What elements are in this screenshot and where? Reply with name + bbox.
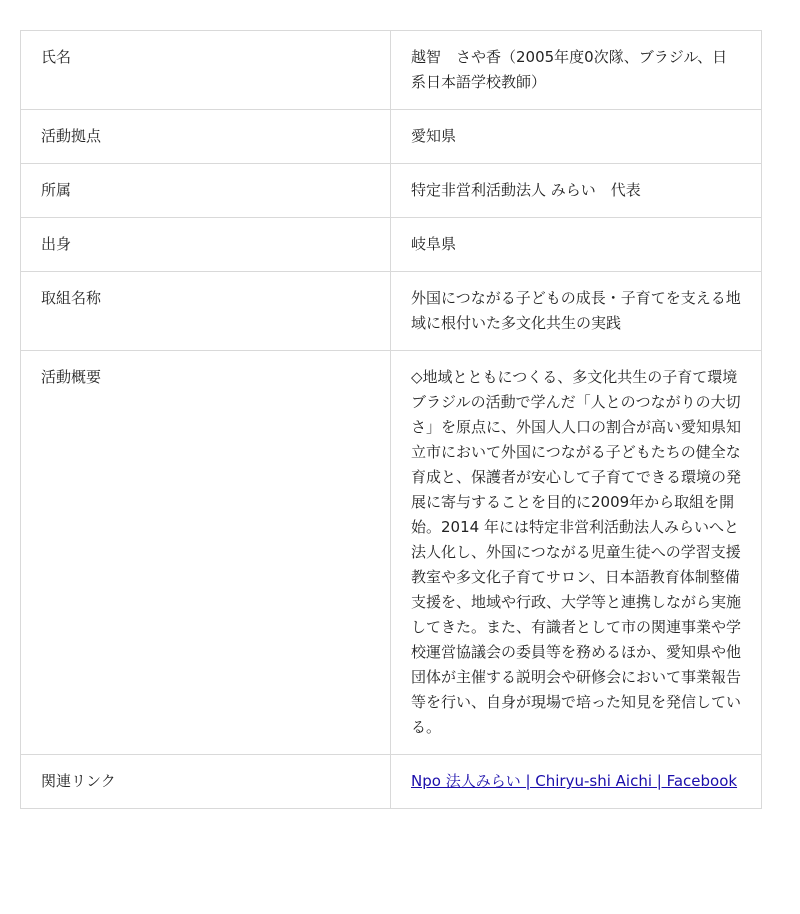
table-row-name xyxy=(21,31,762,110)
row-label-name: 氏名 xyxy=(21,31,391,110)
table-row-initiative xyxy=(21,272,762,351)
row-value-related xyxy=(391,755,762,809)
row-label-hometown: 出身 xyxy=(21,218,391,272)
row-value-summary xyxy=(391,351,762,755)
row-label-base: 活動拠点 xyxy=(21,110,391,164)
row-value-name: 越智 さや香（2005年度0次隊、ブラジル、日系日本語学校教師） xyxy=(391,31,762,110)
row-label-initiative: 取組名称 xyxy=(21,272,391,351)
summary-heading: ◇地域とともにつくる、多文化共生の子育て環境 xyxy=(411,368,738,386)
table-row-base xyxy=(21,110,762,164)
table-row-hometown xyxy=(21,218,762,272)
related-facebook-link[interactable]: Npo 法人みらい | Chiryu-shi Aichi | Facebook xyxy=(411,772,738,790)
row-value-hometown: 岐阜県 xyxy=(391,218,762,272)
table-row-affiliation xyxy=(21,164,762,218)
row-label-summary: 活動概要 xyxy=(21,351,391,755)
row-value-initiative: 外国につながる子どもの成長・子育てを支える地域に根付いた多文化共生の実践 xyxy=(391,272,762,351)
table-row-summary xyxy=(21,351,762,755)
profile-table xyxy=(20,30,762,809)
row-value-affiliation: 特定非営利活動法人 みらい 代表 xyxy=(391,164,762,218)
row-label-affiliation: 所属 xyxy=(21,164,391,218)
summary-body: ブラジルの活動で学んだ「人とのつながりの大切さ」を原点に、外国人人口の割合が高い愛知県知立市において外国につながる子どもたちの健全な育成と、保護者が安心して子育てできる環境の発展に寄与することを目的に2009年から取組を開始。2014 年には特定非営利活動法人みらいへと法人化し、外国につながる児童生徒への学習支援教室や多文化子育てサロン、日本語教育体制整備支援を、地域や行政、大学等と連携しながら実施してきた。また、有識者として市の関連事業や学校運営協議会の委員等を務めるほか、愛知県や他団体が主催する説明会や研修会において事業報告等を行い、自身が現場で培った知見を発信している。 xyxy=(411,393,742,736)
table-row-related xyxy=(21,755,762,809)
row-label-related: 関連リンク xyxy=(21,755,391,809)
row-value-base: 愛知県 xyxy=(391,110,762,164)
